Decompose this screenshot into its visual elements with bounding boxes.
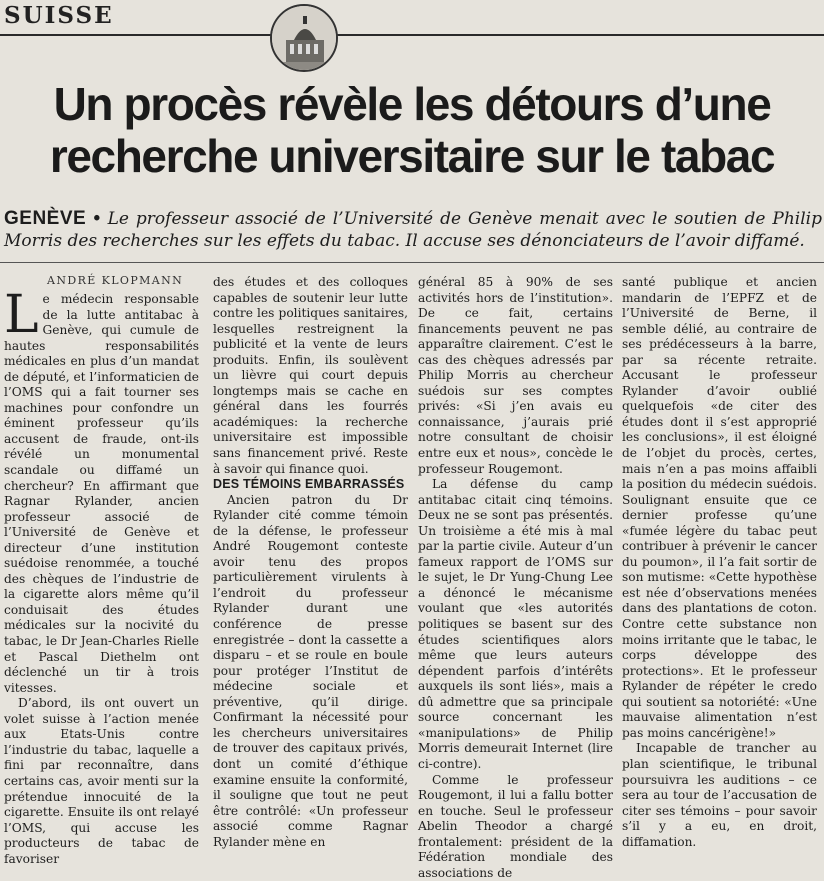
paragraph: santé publique et ancien mandarin de l’EPFZ et de l’Université de Berne, il semble délié, au contraire de ses prédécesseurs à la barre, par sa récente retraite. Accusant le professeur Rylander d’avoir oublié quelquefois «de citer des études dont il s’est approprié les conclusions», il est éloigné de l’objet du procès, certes, mais n’en a pas moins affaibli la position du médecin suédois. Soulignant ensuite que ce dernier professe qu’une «fumée légère du tabac peut contribuer à prévenir le cancer du poumon», il l’a fait sortir de son mutisme: «Cette hypothèse est née d’observations menées dans des plantations de coton. Contre cette substance non moins irritante que le tabac, le corps développe des protections». Et le professeur Rylander de répéter le credo qui soutient sa notoriété: «Une mauvaise alimentation n’est pas moins cancérigène!» — [622, 275, 817, 741]
paragraph — [4, 292, 199, 696]
byline: ANDRÉ KLOPMANN — [47, 274, 183, 287]
headline: Un procès révèle les détours d’une recherche universitaire sur le tabac — [0, 78, 824, 182]
paragraph: Comme le professeur Rougemont, il lui a fallu botter en touche. Seul le professeur Abelin Theodor a chargé frontalement: président de la Fédération mondiale des associations de — [418, 773, 613, 881]
section-emblem-image — [270, 4, 338, 72]
standfirst — [4, 208, 822, 252]
paragraph: Incapable de trancher au plan scientifique, le tribunal poursuivra les auditions – ce sera au tour de l’accusation de citer ses témoins – pour savoir s’il y a eu, en droit, diffamation. — [622, 741, 817, 850]
dropcap: L — [4, 293, 39, 337]
paragraph: Ancien patron du Dr Rylander cité comme témoin de la défense, le professeur André Rougemont conteste avoir tenu des propos particulièrement virulents à l’endroit du professeur Rylander durant une conférence de presse enregistrée – dont la cassette a disparu – et se roule en boule pour protéger l’Institut de médecine sociale et préventive, qu’il dirige. Confirmant la nécessité pour les chercheurs universitaires de trouver des capitaux privés, dont un comité d’éthique examine ensuite la conformité, il souligne que tout ne peut être contrôlé: «Un professeur associé comme Ragnar Rylander mène en — [213, 493, 408, 851]
paragraph: D’abord, ils ont ouvert un volet suisse à l’action menée aux Etats-Unis contre l’industrie du tabac, laquelle a fini par reconnaître, dans certains cas, avoir menti sur la prétendue innocuité de la cigarette. Ensuite ils ont relayé l’OMS, qui accuse les producteurs de tabac de favoriser — [4, 696, 199, 867]
top-rule — [0, 34, 824, 36]
article-column-1 — [4, 292, 199, 867]
standfirst-text: Le professeur associé de l’Université de Genève menait avec le soutien de Philip Morris des recherches sur les effets du tabac. Il accuse ses dénonciateurs de l’avoir diffamé. — [4, 209, 822, 251]
paragraph: La défense du camp antitabac citait cinq témoins. Deux ne se sont pas présentés. Un troisième a été mis à mal par la partie civile. Auteur d’un fameux rapport de l’OMS sur le sujet, le Dr Yung-Chung Lee a dénoncé le mécanisme voulant que «les autorités politiques se basent sur des études scientifiques alors même que leurs auteurs dépendent parfois d’intérêts auxquels ils sont liés», mais a dû admettre que sa principale source concernant les «manipulations» de Philip Morris demeurait Internet (lire ci-contre). — [418, 477, 613, 772]
divider — [0, 262, 824, 263]
standfirst-kicker: GENÈVE • — [4, 208, 101, 229]
paragraph: général 85 à 90% de ses activités hors de l’institution». De ce fait, certains financements peuvent ne pas apparaître clairement. C’est le cas des chèques adressés par Philip Morris au chercheur suédois sur ses comptes privés: «Si j’en avais eu connaissance, j’aurais prié notre consultant de choisir entre eux et nous», concède le professeur Rougemont. — [418, 275, 613, 477]
article-column-2 — [213, 275, 408, 850]
subhead: DES TÉMOINS EMBARRASSÉS — [213, 477, 408, 493]
paragraph: des études et des colloques capables de soutenir leur lutte contre les politiques sanitaires, lesquelles restreignent la publicité et la vente de leurs produits. Enfin, ils soulèvent un lièvre qui court depuis longtemps mais se cache en général dans les fourrés académiques: la recherche universitaire est impossible sans financement privé. Reste à savoir qui finance quoi. — [213, 275, 408, 477]
section-label: SUISSE — [4, 2, 114, 29]
paragraph-text: e médecin responsable de la lutte antitabac à Genève, qui cumule de hautes responsabilités médicales en plus d’un mandat de député, et l’informaticien de l’OMS qui a fait tourner ses machines pour confondre un éminent professeur qu’ils accusent de fraude, ont-ils révélé un monumental scandale ou diffamé un chercheur? En affirmant que Ragnar Rylander, ancien professeur associé de l’Université de Genève et directeur d’une institution suédoise renommée, a touché des chèques de l’industrie de la cigarette alors même qu’il conduisait des études médicales sur la nocivité du tabac, le Dr Jean-Charles Rielle et Pascal Diethelm ont déclenché un tir à trois vitesses. — [4, 292, 199, 695]
article-column-3 — [418, 275, 613, 881]
article-column-4 — [622, 275, 817, 850]
